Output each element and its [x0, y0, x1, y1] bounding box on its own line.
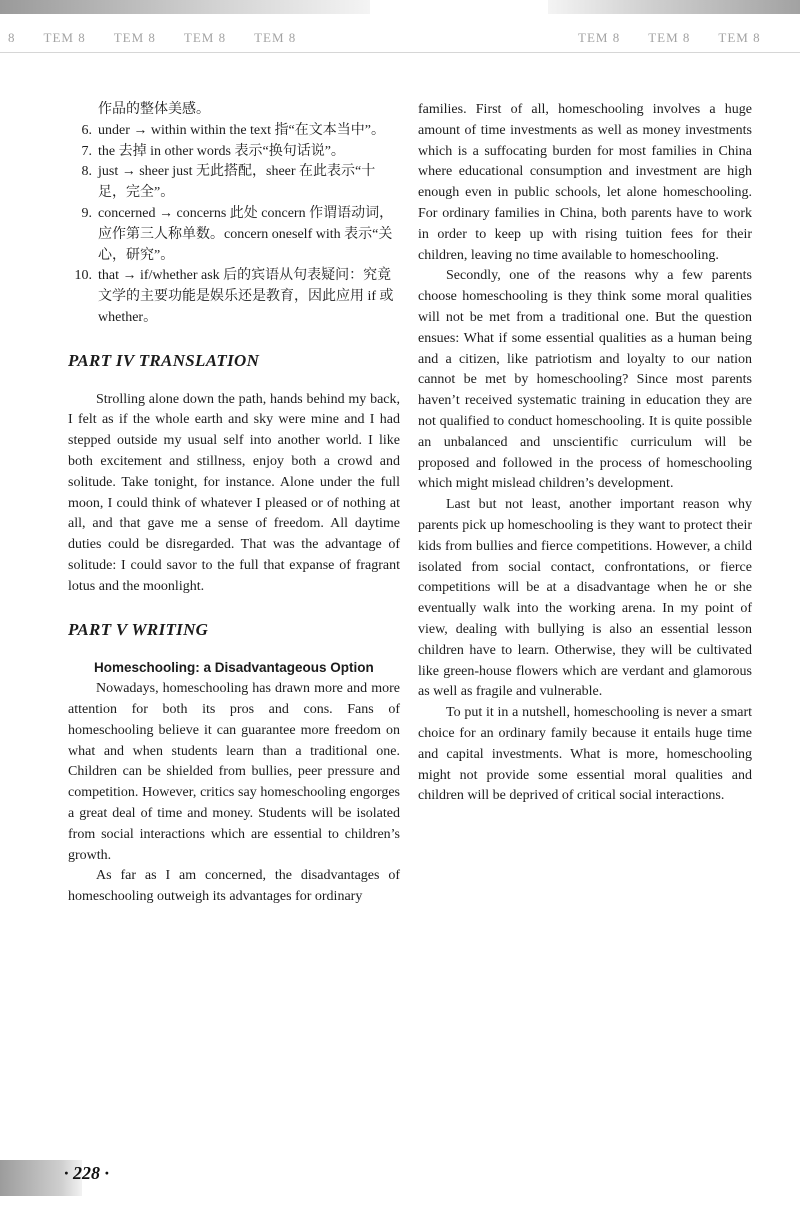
right-column [418, 100, 752, 807]
correction-item [68, 266, 400, 328]
correction-number: 9. [81, 205, 92, 221]
correction-item [68, 162, 400, 204]
translation-paragraph: Strolling alone down the path, hands behind my back, I felt as if the whole earth and sky were mine and I had stepped outside my usual self into another world. I like both excitement and stillness, enjoy both a crowd and solitude. Take tonight, for instance. Alone under the full moon, I could think of whatever I pleased or of nothing at all, and that gave me a sense of freedom. All daytime duties could be disregarded. That was the advantage of solitude: I could savor to the full that expanse of fragrant lotus and the moonlight. [68, 391, 400, 594]
essay-paragraph: Secondly, one of the reasons why a few parents choose homeschooling is they think some moral qualities will not be met from a traditional one. But the question ensues: What if some essential qualities as a human being and a citizen, like patriotism and loyalty to our nation cannot be met by homeschooling? Since most parents haven’t received systematic training in education they are not qualified to conduct homeschooling. It is quite possible an unbalanced and unscientific curriculum will be proposed and followed in the process of homeschooling which might mislead children’s development. [418, 268, 752, 492]
header-marks-left [8, 30, 296, 46]
correction-number: 8. [81, 164, 92, 180]
essay-title: Homeschooling: a Disadvantageous Option [94, 660, 374, 676]
essay-paragraph: families. First of all, homeschooling involves a huge amount of time investments as well as money investments which is a suffocating burden for most families in China where educational consumption and investment are high enough even in public schools, let alone homeschooling. For ordinary families in China, both parents have to work in order to keep up with rising tuition fees for their children, leaving no time available to homeschooling. [418, 102, 752, 263]
header-mark: TEM 8 [43, 30, 86, 45]
header-mark: TEM 8 [183, 30, 227, 45]
header-decor-right [548, 0, 800, 14]
essay-paragraph: As far as I am concerned, the disadvantages of homeschooling outweigh its advantages for ordinary [68, 868, 400, 905]
correction-number: 10. [74, 268, 92, 284]
correction-number: 6. [81, 122, 92, 138]
essay-paragraph: To put it in a nutshell, homeschooling is never a smart choice for an ordinary family because it entails huge time and capital investments. What is more, homeschooling might not provide some essential moral qualities and children will be deprived of critical social interactions. [418, 705, 752, 804]
part-iv-heading: PART IV TRANSLATION [68, 350, 260, 370]
correction-number: 7. [81, 143, 92, 159]
header-mark: TEM 8 [578, 30, 621, 45]
header-mark: 8 [8, 30, 16, 45]
header-mark: TEM 8 [718, 30, 761, 45]
header-mark: TEM 8 [113, 30, 156, 45]
correction-item [68, 204, 400, 266]
left-column [68, 100, 400, 908]
essay-paragraph: Nowadays, homeschooling has drawn more and more attention for both its pros and cons. Fans of homeschooling believe it can guarantee more freedom on what and when students learn than a traditional one. Children can be shielded from bullies, peer pressure and competition. However, critics say homeschooling engorges a great deal of time and money. Students will be isolated from social interactions which are essential to children’s growth. [68, 681, 400, 863]
correction-item [68, 121, 400, 142]
header-marks-right [578, 30, 761, 46]
header-decor-left [0, 0, 370, 14]
correction-text: concerned → concerns 此处 concern 作谓语动词，应作第三人称单数。concern oneself with 表示“关心，研究”。 [98, 205, 394, 263]
header-rule [0, 52, 800, 53]
essay-paragraph: Last but not least, another important reason why parents pick up homeschooling is they want to protect their kids from bullies and fierce competitions. However, a child isolated from social contact, confrontations, or fierce competitions will be at a disadvantage when he or she eventually walk into the working arena. In my point of view, dealing with bullying is also an essential lesson children have to learn. Otherwise, they will be cultivated like green-house flowers which are verdant and glamorous as well as fragile and vulnerable. [418, 497, 752, 700]
correction-text: the 去掉 in other words 表示“换句话说”。 [98, 143, 345, 159]
correction-text: just → sheer just 无此搭配，sheer 在此表示“十足，完全”。 [98, 164, 376, 201]
part-v-heading: PART V WRITING [68, 619, 209, 639]
correction-text: that → if/whether ask 后的宾语从句表疑问：究竟文学的主要功能是娱乐还是教育，因此应用 if 或 whether。 [98, 268, 394, 325]
correction-text: under → within within the text 指“在文本当中”。 [98, 122, 385, 138]
correction-intro: 作品的整体美感。 [98, 102, 210, 117]
header-mark: TEM 8 [254, 30, 297, 45]
correction-item [68, 142, 400, 163]
page-number: · 228 · [64, 1163, 109, 1183]
header-mark: TEM 8 [648, 30, 691, 45]
